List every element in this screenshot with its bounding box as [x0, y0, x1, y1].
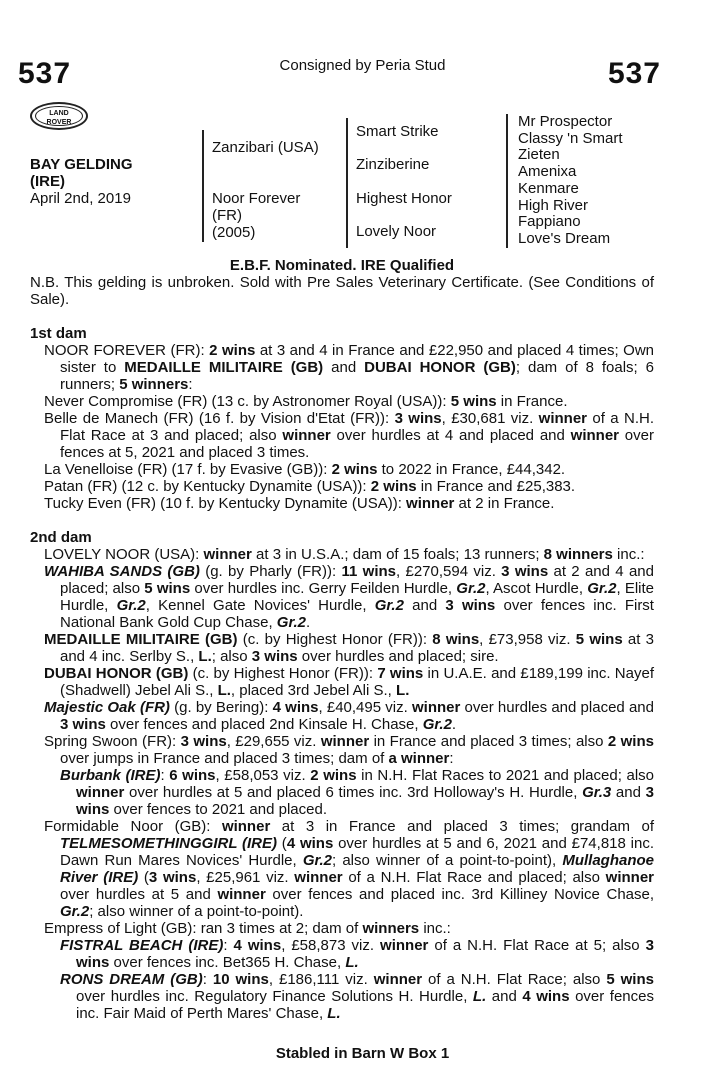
text-segment: at 2 and 4 and placed; also [60, 563, 654, 597]
produce-entry [30, 665, 654, 699]
text-segment: , £25,961 viz. [196, 869, 295, 886]
text-segment: : [160, 767, 170, 784]
produce-entry [30, 971, 654, 1022]
text-segment: at 3 in France and placed 3 times; grandam of [270, 818, 654, 835]
sire: Zanzibari (USA) [212, 139, 319, 156]
text-segment: of a N.H. Flat Race at 5; also [428, 937, 646, 954]
text-segment: in France. [496, 393, 568, 410]
grandparents [518, 114, 623, 248]
text-segment: winner [217, 886, 266, 903]
text-segment: over hurdles at 5 and [60, 886, 218, 903]
text-segment: 4 wins [522, 988, 570, 1005]
text-segment: L. [345, 954, 359, 971]
dam-dam: Lovely Noor [356, 223, 437, 240]
runner-entry [30, 393, 654, 410]
text-segment: La Venelloise (FR) (17 f. by Evasive (GB)): [44, 461, 332, 478]
text-segment: over fences inc. First National Bank Gold Cup Chase, [60, 597, 654, 631]
text-segment: 3 wins [251, 648, 298, 665]
catalogue-body [30, 257, 654, 1022]
ebf-line: E.B.F. Nominated. IRE Qualified [229, 257, 455, 274]
text-segment: 3 wins [501, 563, 549, 580]
text-segment: 3 wins [445, 597, 496, 614]
text-segment: , £186,111 viz. [268, 971, 374, 988]
text-segment: of a N.H. Flat Race and placed; also [342, 869, 606, 886]
text-segment: 3 wins [76, 937, 654, 971]
text-segment: ; dam of 8 foals; 6 runners; [60, 359, 655, 393]
produce-entry [30, 733, 654, 767]
text-segment: Gr.2 [276, 614, 306, 631]
text-segment: L. [472, 988, 487, 1005]
text-segment: ; also [211, 648, 252, 665]
text-segment: Gr.2 [422, 716, 452, 733]
text-segment: : [223, 937, 234, 954]
text-segment: 6 wins [169, 767, 216, 784]
text-segment: 5 wins [575, 631, 623, 648]
text-segment: Gr.2 [116, 597, 146, 614]
pedigree-bracket-1 [202, 130, 204, 242]
text-segment: L. [327, 1005, 341, 1022]
runner-entry [30, 495, 654, 512]
text-segment: and [611, 784, 646, 801]
text-segment: winner [203, 546, 252, 563]
lot-number-right: 537 [607, 57, 661, 90]
text-segment: NOOR FOREVER (FR): [44, 342, 210, 359]
text-segment: , £270,594 viz. [396, 563, 502, 580]
produce-entry [30, 699, 654, 733]
text-segment: inc.: [419, 920, 451, 937]
consignor: Consigned by Peria Stud [279, 57, 446, 74]
text-segment: over hurdles at 5 and placed 6 times inc. 3rd Holloway's H. Hurdle, [124, 784, 583, 801]
gg-8: Love's Dream [518, 229, 611, 247]
runner-entry [30, 410, 654, 461]
text-segment: : [449, 750, 454, 767]
text-segment: Formidable Noor (GB): [44, 818, 222, 835]
text-segment: over fences inc. Fair Maid of Perth Mares' Chase, [76, 988, 654, 1022]
text-segment: Patan (FR) (12 c. by Kentucky Dynamite (USA)): [44, 478, 371, 495]
text-segment: Spring Swoon (FR): [44, 733, 181, 750]
dam-name: Noor Forever [212, 190, 301, 207]
text-segment: of a N.H. Flat Race at 3 and placed; also [60, 410, 654, 444]
text-segment: DUBAI HONOR (GB) [364, 359, 516, 376]
text-segment: winner [320, 733, 370, 750]
text-segment: TELMESOMETHINGGIRL (IRE) [60, 835, 278, 852]
text-segment: 11 wins [341, 563, 396, 580]
logo-text: LAND ROVER [35, 106, 83, 126]
text-segment: (c. by Highest Honor (FR)): [237, 631, 433, 648]
dam-sire: Highest Honor [356, 190, 452, 207]
text-segment: over hurdles inc. Regulatory Finance Solutions H. Hurdle, [76, 988, 473, 1005]
text-segment: winner [76, 784, 125, 801]
text-segment: 7 wins [377, 665, 424, 682]
text-segment: (g. by Bering): [169, 699, 273, 716]
produce-entry [30, 767, 654, 818]
text-segment: winners [362, 920, 420, 937]
text-segment: 3 wins [180, 733, 227, 750]
text-segment: 8 winners [543, 546, 613, 563]
first-dam-heading: 1st dam [30, 325, 87, 342]
text-segment: , Ascot Hurdle, [485, 580, 588, 597]
text-segment: 2 wins [209, 342, 256, 359]
text-segment: 4 wins [272, 699, 319, 716]
text-segment: , Elite Hurdle, [60, 580, 654, 614]
text-segment: Gr.2 [374, 597, 404, 614]
text-segment: in France and placed 3 times; also [369, 733, 608, 750]
produce-entry [30, 937, 654, 971]
text-segment: over fences and placed 2nd Kinsale H. Chase, [105, 716, 423, 733]
gg-1: Mr Prospector [518, 113, 613, 130]
text-segment: in France and £25,383. [416, 478, 576, 495]
text-segment: 3 wins [60, 716, 106, 733]
text-segment: in U.A.E. and £189,199 inc. Nayef (Shadwell) Jebel Ali S., [60, 665, 654, 699]
text-segment: winner [605, 869, 655, 886]
text-segment: FISTRAL BEACH (IRE) [60, 937, 224, 954]
land-rover-logo [30, 102, 88, 130]
text-segment: ( [277, 835, 287, 852]
text-segment: Majestic Oak (FR) [44, 699, 170, 716]
text-segment: at 3 and 4 in France and £22,950 and placed 4 times; Own sister to [60, 342, 654, 376]
text-segment: winner [282, 427, 331, 444]
text-segment: inc.: [612, 546, 645, 563]
text-segment: L. [198, 648, 212, 665]
text-segment: in N.H. Flat Races to 2021 and placed; also [356, 767, 654, 784]
text-segment: Tucky Even (FR) (10 f. by Kentucky Dynamite (USA)): [44, 495, 407, 512]
text-segment: , £40,495 viz. [318, 699, 412, 716]
dam-country: (FR) [212, 207, 242, 224]
text-segment: , £73,958 viz. [479, 631, 576, 648]
first-dam-runners [30, 393, 654, 512]
dam [212, 190, 300, 241]
gg-3: Zieten [518, 146, 560, 164]
second-dam-heading: 2nd dam [30, 529, 92, 546]
text-segment: , £30,681 viz. [441, 410, 539, 427]
text-segment: Empress of Light (GB): ran 3 times at 2; dam of [44, 920, 363, 937]
text-segment: DUBAI HONOR (GB) [44, 665, 189, 682]
produce-entry [30, 818, 654, 920]
text-segment: winner [380, 937, 429, 954]
second-dam-produce [30, 563, 654, 1022]
sire-dam: Zinziberine [356, 156, 430, 173]
text-segment: over fences at 5, 2021 and placed 3 times. [60, 427, 654, 461]
stabling-info: Stabled in Barn W Box 1 [275, 1045, 450, 1062]
text-segment: 3 wins [76, 784, 654, 818]
text-segment: Mullaghanoe River (IRE) [60, 852, 654, 886]
text-segment: 5 winners [119, 376, 189, 393]
gg-5: Kenmare [518, 179, 579, 197]
sire-sire: Smart Strike [356, 123, 439, 140]
text-segment: 8 wins [432, 631, 480, 648]
text-segment: , Kennel Gate Novices' Hurdle, [145, 597, 375, 614]
text-segment: : [202, 971, 213, 988]
text-segment: LOVELY NOOR (USA): [44, 546, 204, 563]
text-segment: over hurdles at 4 and placed and [330, 427, 571, 444]
horse-country: (IRE) [30, 173, 65, 190]
text-segment: 3 wins [148, 869, 197, 886]
text-segment: at 2 in France. [454, 495, 555, 512]
nb-note: N.B. This gelding is unbroken. Sold with Pre Sales Veterinary Certificate. (See Conditions of Sale). [30, 274, 654, 308]
text-segment: at 3 and 4 inc. Serlby S., [60, 631, 654, 665]
text-segment: 2 wins [370, 478, 417, 495]
text-segment: ( [138, 869, 149, 886]
text-segment: MEDAILLE MILITAIRE (GB) [44, 631, 238, 648]
text-segment: winner [373, 971, 423, 988]
gg-4: Amenixa [518, 163, 577, 181]
text-segment: winner [406, 495, 455, 512]
text-segment: and [323, 359, 365, 376]
text-segment: and [486, 988, 523, 1005]
text-segment: over fences inc. Bet365 H. Chase, [109, 954, 346, 971]
runner-entry [30, 478, 654, 495]
text-segment: WAHIBA SANDS (GB) [44, 563, 200, 580]
text-segment: winner [221, 818, 271, 835]
text-segment: ; also winner of a point-to-point). [89, 903, 304, 920]
text-segment: L. [217, 682, 231, 699]
runner-entry [30, 461, 654, 478]
text-segment: 4 wins [233, 937, 282, 954]
text-segment: Gr.2 [456, 580, 486, 597]
text-segment: 4 wins [286, 835, 334, 852]
text-segment: over jumps in France and placed 3 times; dam of [60, 750, 389, 767]
gg-7: Fappiano [518, 213, 581, 231]
text-segment: 5 wins [450, 393, 497, 410]
produce-entry [30, 563, 654, 631]
text-segment: , £58,053 viz. [215, 767, 311, 784]
text-segment: a winner [388, 750, 450, 767]
produce-entry [30, 920, 654, 937]
text-segment: RONS DREAM (GB) [60, 971, 203, 988]
text-segment: , placed 3rd Jebel Ali S., [230, 682, 397, 699]
pedigree-bracket-3 [506, 114, 508, 248]
text-segment: over fences and placed inc. 3rd Killiney Novice Chase, [265, 886, 655, 903]
text-segment: : [188, 376, 193, 393]
text-segment: L. [396, 682, 410, 699]
text-segment: winner [570, 427, 619, 444]
text-segment: 2 wins [607, 733, 654, 750]
text-segment: Gr.2 [302, 852, 333, 869]
dam-year: (2005) [212, 224, 256, 241]
text-segment: at 3 in U.S.A.; dam of 15 foals; 13 runners; [251, 546, 544, 563]
text-segment: . [451, 716, 457, 733]
gg-2: Classy 'n Smart [518, 129, 623, 147]
gg-6: High River [518, 196, 589, 214]
text-segment: over hurdles and placed; sire. [297, 648, 499, 665]
second-dam-para [30, 546, 654, 563]
text-segment: 3 wins [394, 410, 442, 427]
text-segment: (g. by Pharly (FR)): [199, 563, 342, 580]
text-segment: over hurdles inc. Gerry Feilden Hurdle, [190, 580, 457, 597]
horse-sex-label: BAY GELDING [30, 156, 133, 173]
text-segment: over fences to 2021 and placed. [109, 801, 327, 818]
text-segment: Gr.2 [587, 580, 617, 597]
text-segment: (c. by Highest Honor (FR)): [188, 665, 378, 682]
text-segment: Gr.3 [582, 784, 612, 801]
lot-number-left: 537 [18, 57, 72, 90]
text-segment: over hurdles at 5 and 6, 2021 and £74,818 inc. Dawn Run Mares Novices' Hurdle, [60, 835, 654, 869]
text-segment: Belle de Manech (FR) (16 f. by Vision d'Etat (FR)): [44, 410, 395, 427]
text-segment: MEDAILLE MILITAIRE (GB) [124, 359, 324, 376]
text-segment: Gr.2 [60, 903, 90, 920]
text-segment: Never Compromise (FR) (13 c. by Astronomer Royal (USA)): [44, 393, 451, 410]
text-segment: 5 wins [606, 971, 654, 988]
horse-dob: April 2nd, 2019 [30, 190, 131, 207]
text-segment: winner [294, 869, 343, 886]
text-segment: to 2022 in France, £44,342. [377, 461, 566, 478]
text-segment: 2 wins [310, 767, 357, 784]
text-segment: over hurdles and placed and [460, 699, 654, 716]
text-segment: 2 wins [331, 461, 378, 478]
first-dam-para [30, 342, 654, 393]
text-segment: , £29,655 viz. [226, 733, 321, 750]
horse-sex [30, 156, 133, 190]
text-segment: ; also winner of a point-to-point), [332, 852, 563, 869]
text-segment: . [305, 614, 311, 631]
text-segment: of a N.H. Flat Race; also [422, 971, 607, 988]
text-segment: , £58,873 viz. [281, 937, 381, 954]
text-segment: Burbank (IRE) [60, 767, 161, 784]
text-segment: and [403, 597, 446, 614]
pedigree-bracket-2 [346, 118, 348, 248]
produce-entry [30, 631, 654, 665]
text-segment: winner [538, 410, 588, 427]
text-segment: 5 wins [144, 580, 191, 597]
text-segment: 10 wins [212, 971, 269, 988]
text-segment: winner [412, 699, 461, 716]
